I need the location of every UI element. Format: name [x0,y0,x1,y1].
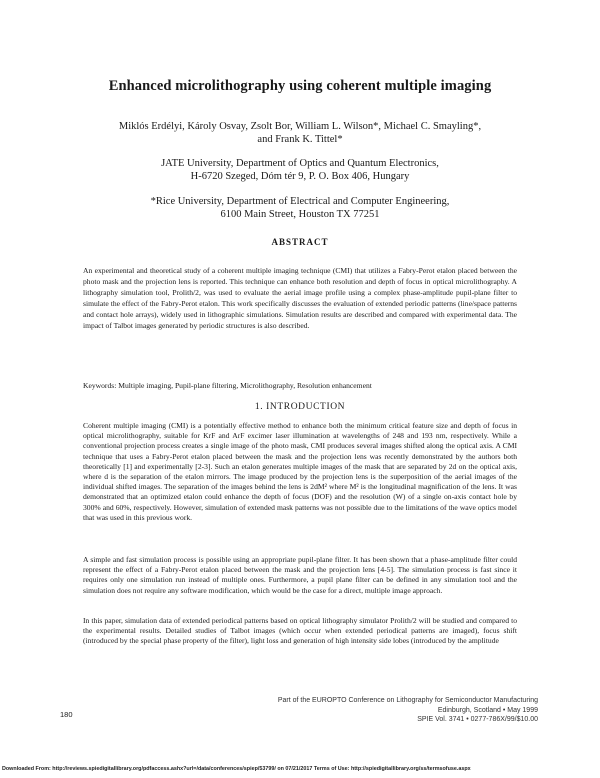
footer-line-1: Part of the EUROPTO Conference on Lithography for Semiconductor Manufacturing [277,697,538,704]
abstract-body: An experimental and theoretical study of a coherent multiple imaging technique (CMI) that utilizes a Fabry-Perot etalon placed between the photo mask and the projection lens is reported. This technique can enhance both resolution and depth of focus in optical microlithography. A lithography simulation tool, Prolith/2, was used to evaluate the aerial image profile using a complex phase-amplitude pupil-plane filter to simulate the effect of the Fabry-Perot etalon. This work specifically discusses the evaluation of extended periodic patterns (line/space patterns and contact hole arrays), widely used in lithographic simulations. Simulation results are described and compared with experimental data. The impact of Talbot images generated by periodic structures is also described. [83,266,517,330]
intro-paragraph-3: In this paper, simulation data of extended periodical patterns based on optical lithography simulator Prolith/2 will be studied and compared to the experimental results. Detailed studies of Talbot images (which occur when extended periodical patterns are imaged), focus shift (introduced by the special phase property of the filter), light loss and generation of high intensity side lobes (introduced by the amplitude [83,616,517,646]
authors-line-1: Miklós Erdélyi, Károly Osvay, Zsolt Bor, William L. Wilson*, Michael C. Smayling*, [118,121,482,132]
affiliation-rice-line-2: 6100 Main Street, Houston TX 77251 [220,209,380,220]
page-number: 180 [60,710,73,719]
intro-paragraph-1: Coherent multiple imaging (CMI) is a potentially effective method to enhance both the minimum critical feature size and depth of focus in optical microlithography, suitable for KrF and ArF excimer laser illumination at wavelengths of 248 and 193 nm, respectively. While a conventional projection process creates a single image of the photo mask, CMI produces several images shifted along the optical axis. A CMI technique that uses a Fabry-Perot etalon placed between the mask and the projection lens was recently demonstrated by the authors both theoretically [1] and experimentally [2-3]. Such an etalon generates multiple images of the mask that are separated by 2d on the optical axis, where d is the separation of the etalon mirrors. The image produced by the projection lens is the superposition of the aerial images of the individual shifted images. The separation of the images behind the lens is 2dM² where M² is the longitudinal magnification of the lens. It was demonstrated that an optimized etalon could enhance the depth of focus (DOF) and the resolution (W) of a single on-axis contact hole by 300% and 60%, respectively. However, simulation of extended mask patterns was not possible due to the limitations of the wave optics model that was used in this previous work. [83,421,517,522]
affiliation-jate-line-2: H-6720 Szeged, Dóm tér 9, P. O. Box 406, Hungary [190,171,410,182]
intro-paragraph-2: A simple and fast simulation process is possible using an appropriate pupil-plane filter. It has been shown that a phase-amplitude filter could represent the effect of a Fabry-Perot etalon placed between the mask and the projection lens [4-5]. The simulation process is fast since it requires only one simulation run instead of multiple ones. Furthermore, a pupil plane filter can be defined in any simulation tool and the simulation does not require any software modification, which would be the case for a direct, multiple image approach. [83,555,517,595]
keywords-line: Keywords: Multiple imaging, Pupil-plane filtering, Microlithography, Resolution enhancement [83,381,372,390]
footer-line-2: Edinburgh, Scotland • May 1999 [437,706,538,714]
abstract-heading: ABSTRACT [271,237,329,247]
author-list [60,120,540,146]
section-introduction-heading: 1. INTRODUCTION [254,402,346,412]
affiliation-rice-line-1: *Rice University, Department of Electrical and Computer Engineering, [150,196,450,207]
affiliation-rice [60,195,540,221]
download-notice: Downloaded From: http://reviews.spiedigitallibrary.org/pdfaccess.ashx?url=/data/conferences/spiep/53799/ on 07/21/2017 Terms of Use: http://spiedigitallibrary.org/ss/termsofuse.aspx [2,766,471,772]
conference-footer [240,696,538,725]
footer-line-3: SPIE Vol. 3741 • 0277-786X/99/$10.00 [417,716,538,723]
authors-line-2: and Frank K. Tittel* [257,134,343,145]
affiliation-jate-line-1: JATE University, Department of Optics and Quantum Electronics, [161,158,439,169]
affiliation-jate [60,157,540,183]
paper-title: Enhanced microlithography using coherent multiple imaging [108,78,492,94]
